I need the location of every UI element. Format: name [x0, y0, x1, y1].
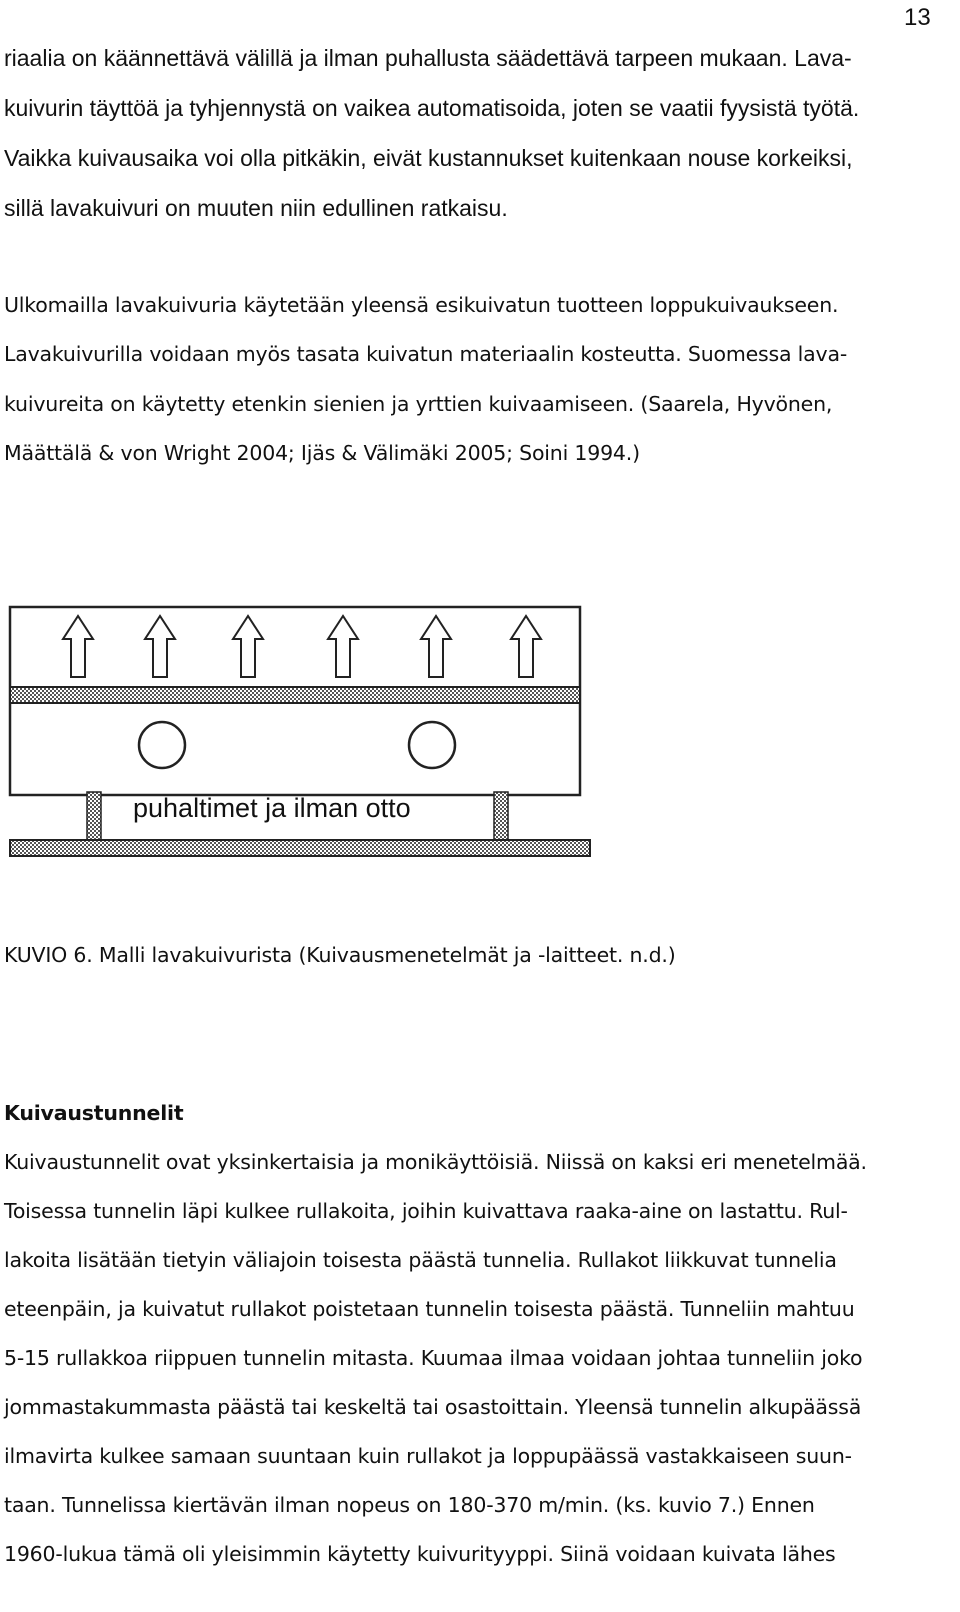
text-line: taan. Tunnelissa kiertävän ilman nopeus on 180-370 m/min. (ks. kuvio 7.) Ennen	[4, 1493, 815, 1517]
left-leg	[87, 792, 101, 844]
right-leg	[494, 792, 508, 844]
text-line: Lavakuivurilla voidaan myös tasata kuivatun materiaalin kosteutta. Suomessa lava-	[4, 342, 848, 366]
text-line: Kuivaustunnelit ovat yksinkertaisia ja monikäyttöisiä. Niissä on kaksi eri menetelmää.	[4, 1150, 867, 1174]
figure-caption: KUVIO 6. Malli lavakuivurista (Kuivausmenetelmät ja -laitteet. n.d.)	[4, 943, 676, 967]
floor	[10, 840, 590, 856]
text-line: 1960-lukua tämä oli yleisimmin käytetty kuivurityyppi. Siinä voidaan kuivata lähes	[4, 1542, 836, 1566]
text-line: lakoita lisätään tietyin väliajoin toisesta päästä tunnelia. Rullakot liikkuvat tunnelia	[4, 1248, 837, 1272]
text-line: sillä lavakuivuri on muuten niin edullinen ratkaisu.	[4, 195, 508, 221]
text-line: jommastakummasta päästä tai keskeltä tai osastoittain. Yleensä tunnelin alkupäässä	[4, 1395, 862, 1419]
page-number: 13	[904, 4, 931, 31]
text-line: 5-15 rullakkoa riippuen tunnelin mitasta. Kuumaa ilmaa voidaan johtaa tunneliin joko	[4, 1346, 863, 1370]
text-line: Vaikka kuivausaika voi olla pitkäkin, eivät kustannukset kuitenkaan nouse korkeiksi,	[4, 145, 853, 171]
text-line: Määttälä & von Wright 2004; Ijäs & Välimäki 2005; Soini 1994.)	[4, 441, 640, 465]
fan-intake-label: puhaltimet ja ilman otto	[133, 793, 411, 823]
text-line: ilmavirta kulkee samaan suuntaan kuin rullakot ja loppupäässä vastakkaiseen suun-	[4, 1444, 852, 1468]
text-line: kuivurin täyttöä ja tyhjennystä on vaikea automatisoida, joten se vaatii fyysistä työtä.	[4, 95, 860, 121]
text-line: riaalia on käännettävä välillä ja ilman puhallusta säädettävä tarpeen mukaan. Lava-	[4, 45, 852, 71]
section-heading: Kuivaustunnelit	[4, 1101, 184, 1125]
drying-tray	[10, 687, 580, 703]
text-line: Toisessa tunnelin läpi kulkee rullakoita, joihin kuivattava raaka-aine on lastattu. Rul-	[4, 1199, 848, 1223]
text-line: eteenpäin, ja kuivatut rullakot poistetaan tunnelin toisesta päästä. Tunneliin mahtuu	[4, 1297, 855, 1321]
text-line: Ulkomailla lavakuivuria käytetään yleensä esikuivatun tuotteen loppukuivaukseen.	[4, 293, 839, 317]
text-line: kuivureita on käytetty etenkin sienien ja yrttien kuivaamiseen. (Saarela, Hyvönen,	[4, 392, 833, 416]
pallet-dryer-diagram	[0, 592, 600, 877]
fan-icon	[409, 722, 455, 768]
fan-icon	[139, 722, 185, 768]
